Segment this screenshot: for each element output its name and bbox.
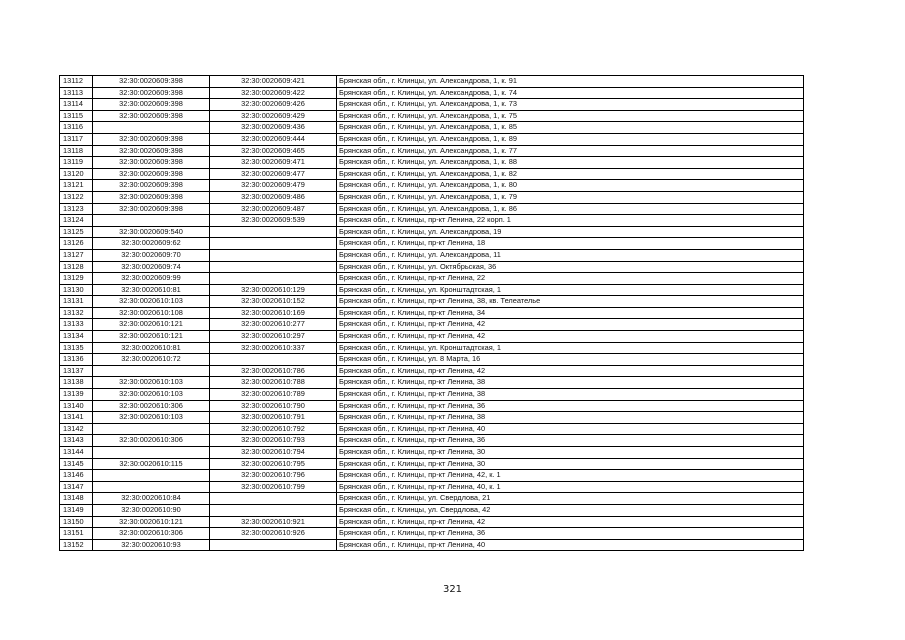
row-number-cell: 13136: [60, 354, 93, 366]
table-row: [60, 539, 804, 551]
object-cadastral-number-cell: 32:30:0020610:788: [210, 377, 337, 389]
table-row: [60, 377, 804, 389]
row-number-cell: 13124: [60, 215, 93, 227]
table-row: [60, 516, 804, 528]
table-row: [60, 157, 804, 169]
address-cell: Брянская обл., г. Клинцы, ул. Александрова, 1, к. 88: [337, 157, 804, 169]
table-row: [60, 133, 804, 145]
object-cadastral-number-cell: 32:30:0020610:795: [210, 458, 337, 470]
parcel-cadastral-number-cell: [93, 470, 210, 482]
row-number-cell: 13151: [60, 528, 93, 540]
address-cell: Брянская обл., г. Клинцы, пр-кт Ленина, 36: [337, 400, 804, 412]
address-cell: Брянская обл., г. Клинцы, пр-кт Ленина, 38, кв. Телеателье: [337, 296, 804, 308]
object-cadastral-number-cell: 32:30:0020610:277: [210, 319, 337, 331]
parcel-cadastral-number-cell: 32:30:0020609:99: [93, 273, 210, 285]
address-cell: Брянская обл., г. Клинцы, ул. Александрова, 1, к. 82: [337, 168, 804, 180]
row-number-cell: 13122: [60, 191, 93, 203]
parcel-cadastral-number-cell: [93, 447, 210, 459]
object-cadastral-number-cell: 32:30:0020610:789: [210, 389, 337, 401]
parcel-cadastral-number-cell: 32:30:0020609:398: [93, 133, 210, 145]
table-row: [60, 110, 804, 122]
object-cadastral-number-cell: 32:30:0020609:539: [210, 215, 337, 227]
table-row: [60, 215, 804, 227]
object-cadastral-number-cell: [210, 273, 337, 285]
address-cell: Брянская обл., г. Клинцы, пр-кт Ленина, 18: [337, 238, 804, 250]
table-row: [60, 168, 804, 180]
address-cell: Брянская обл., г. Клинцы, пр-кт Ленина, 40: [337, 423, 804, 435]
table-row: [60, 389, 804, 401]
row-number-cell: 13121: [60, 180, 93, 192]
row-number-cell: 13119: [60, 157, 93, 169]
address-cell: Брянская обл., г. Клинцы, ул. Александрова, 1, к. 79: [337, 191, 804, 203]
row-number-cell: 13139: [60, 389, 93, 401]
table-row: [60, 203, 804, 215]
row-number-cell: 13118: [60, 145, 93, 157]
row-number-cell: 13141: [60, 412, 93, 424]
object-cadastral-number-cell: 32:30:0020609:465: [210, 145, 337, 157]
row-number-cell: 13113: [60, 87, 93, 99]
parcel-cadastral-number-cell: 32:30:0020610:72: [93, 354, 210, 366]
row-number-cell: 13146: [60, 470, 93, 482]
object-cadastral-number-cell: [210, 504, 337, 516]
parcel-cadastral-number-cell: 32:30:0020609:398: [93, 110, 210, 122]
table-row: [60, 447, 804, 459]
table-row: [60, 226, 804, 238]
address-cell: Брянская обл., г. Клинцы, пр-кт Ленина, 42: [337, 331, 804, 343]
object-cadastral-number-cell: 32:30:0020610:129: [210, 284, 337, 296]
object-cadastral-number-cell: [210, 261, 337, 273]
parcel-cadastral-number-cell: 32:30:0020609:398: [93, 76, 210, 88]
address-cell: Брянская обл., г. Клинцы, пр-кт Ленина, 34: [337, 307, 804, 319]
object-cadastral-number-cell: [210, 493, 337, 505]
parcel-cadastral-number-cell: [93, 365, 210, 377]
table-row: [60, 284, 804, 296]
address-cell: Брянская обл., г. Клинцы, ул. Кронштадтская, 1: [337, 342, 804, 354]
parcel-cadastral-number-cell: 32:30:0020609:398: [93, 157, 210, 169]
row-number-cell: 13127: [60, 249, 93, 261]
parcel-cadastral-number-cell: 32:30:0020609:70: [93, 249, 210, 261]
table-row: [60, 249, 804, 261]
address-cell: Брянская обл., г. Клинцы, пр-кт Ленина, 42: [337, 319, 804, 331]
table-row: [60, 400, 804, 412]
address-cell: Брянская обл., г. Клинцы, пр-кт Ленина, 38: [337, 389, 804, 401]
parcel-cadastral-number-cell: 32:30:0020610:121: [93, 319, 210, 331]
object-cadastral-number-cell: 32:30:0020610:152: [210, 296, 337, 308]
address-cell: Брянская обл., г. Клинцы, ул. Кронштадтская, 1: [337, 284, 804, 296]
table-row: [60, 191, 804, 203]
row-number-cell: 13116: [60, 122, 93, 134]
table-row: [60, 493, 804, 505]
object-cadastral-number-cell: 32:30:0020610:297: [210, 331, 337, 343]
table-row: [60, 435, 804, 447]
parcel-cadastral-number-cell: 32:30:0020610:306: [93, 528, 210, 540]
table-row: [60, 504, 804, 516]
table-row: [60, 76, 804, 88]
table-row: [60, 238, 804, 250]
parcel-cadastral-number-cell: 32:30:0020609:398: [93, 99, 210, 111]
address-cell: Брянская обл., г. Клинцы, пр-кт Ленина, 40, к. 1: [337, 481, 804, 493]
object-cadastral-number-cell: [210, 226, 337, 238]
table-row: [60, 412, 804, 424]
parcel-cadastral-number-cell: 32:30:0020610:103: [93, 389, 210, 401]
address-cell: Брянская обл., г. Клинцы, пр-кт Ленина, 22: [337, 273, 804, 285]
parcel-cadastral-number-cell: 32:30:0020610:121: [93, 331, 210, 343]
address-cell: Брянская обл., г. Клинцы, пр-кт Ленина, 22 корп. 1: [337, 215, 804, 227]
table-row: [60, 145, 804, 157]
parcel-cadastral-number-cell: 32:30:0020610:93: [93, 539, 210, 551]
row-number-cell: 13132: [60, 307, 93, 319]
parcel-cadastral-number-cell: [93, 215, 210, 227]
address-cell: Брянская обл., г. Клинцы, ул. 8 Марта, 16: [337, 354, 804, 366]
address-cell: Брянская обл., г. Клинцы, ул. Александрова, 1, к. 74: [337, 87, 804, 99]
parcel-cadastral-number-cell: 32:30:0020609:398: [93, 145, 210, 157]
parcel-cadastral-number-cell: [93, 481, 210, 493]
parcel-cadastral-number-cell: 32:30:0020610:306: [93, 400, 210, 412]
parcel-cadastral-number-cell: 32:30:0020610:103: [93, 296, 210, 308]
row-number-cell: 13135: [60, 342, 93, 354]
object-cadastral-number-cell: [210, 354, 337, 366]
address-cell: Брянская обл., г. Клинцы, ул. Октябрьская, 36: [337, 261, 804, 273]
row-number-cell: 13130: [60, 284, 93, 296]
table-row: [60, 180, 804, 192]
row-number-cell: 13123: [60, 203, 93, 215]
row-number-cell: 13126: [60, 238, 93, 250]
address-cell: Брянская обл., г. Клинцы, пр-кт Ленина, 42, к. 1: [337, 470, 804, 482]
row-number-cell: 13114: [60, 99, 93, 111]
row-number-cell: 13150: [60, 516, 93, 528]
address-cell: Брянская обл., г. Клинцы, ул. Александрова, 1, к. 80: [337, 180, 804, 192]
row-number-cell: 13149: [60, 504, 93, 516]
row-number-cell: 13142: [60, 423, 93, 435]
row-number-cell: 13140: [60, 400, 93, 412]
address-cell: Брянская обл., г. Клинцы, пр-кт Ленина, 38: [337, 412, 804, 424]
parcel-cadastral-number-cell: 32:30:0020610:103: [93, 377, 210, 389]
table-row: [60, 331, 804, 343]
row-number-cell: 13128: [60, 261, 93, 273]
table-row: [60, 528, 804, 540]
object-cadastral-number-cell: 32:30:0020610:337: [210, 342, 337, 354]
address-cell: Брянская обл., г. Клинцы, ул. Свердлова, 21: [337, 493, 804, 505]
parcel-cadastral-number-cell: 32:30:0020609:540: [93, 226, 210, 238]
object-cadastral-number-cell: 32:30:0020609:422: [210, 87, 337, 99]
row-number-cell: 13134: [60, 331, 93, 343]
table-row: [60, 307, 804, 319]
parcel-cadastral-number-cell: 32:30:0020609:398: [93, 180, 210, 192]
row-number-cell: 13112: [60, 76, 93, 88]
table-row: [60, 423, 804, 435]
address-cell: Брянская обл., г. Клинцы, ул. Александрова, 1, к. 73: [337, 99, 804, 111]
table-row: [60, 481, 804, 493]
row-number-cell: 13152: [60, 539, 93, 551]
parcel-cadastral-number-cell: 32:30:0020609:62: [93, 238, 210, 250]
table-row: [60, 342, 804, 354]
row-number-cell: 13144: [60, 447, 93, 459]
parcel-cadastral-number-cell: 32:30:0020610:81: [93, 284, 210, 296]
address-cell: Брянская обл., г. Клинцы, ул. Александрова, 1, к. 77: [337, 145, 804, 157]
parcel-cadastral-number-cell: 32:30:0020610:108: [93, 307, 210, 319]
object-cadastral-number-cell: 32:30:0020609:426: [210, 99, 337, 111]
object-cadastral-number-cell: 32:30:0020609:477: [210, 168, 337, 180]
table-row: [60, 296, 804, 308]
parcel-cadastral-number-cell: 32:30:0020610:90: [93, 504, 210, 516]
address-cell: Брянская обл., г. Клинцы, ул. Александрова, 19: [337, 226, 804, 238]
address-cell: Брянская обл., г. Клинцы, пр-кт Ленина, 42: [337, 516, 804, 528]
object-cadastral-number-cell: 32:30:0020610:921: [210, 516, 337, 528]
object-cadastral-number-cell: 32:30:0020609:486: [210, 191, 337, 203]
table-row: [60, 365, 804, 377]
object-cadastral-number-cell: 32:30:0020609:444: [210, 133, 337, 145]
object-cadastral-number-cell: 32:30:0020610:799: [210, 481, 337, 493]
address-cell: Брянская обл., г. Клинцы, ул. Александрова, 1, к. 75: [337, 110, 804, 122]
address-cell: Брянская обл., г. Клинцы, пр-кт Ленина, 42: [337, 365, 804, 377]
object-cadastral-number-cell: 32:30:0020609:479: [210, 180, 337, 192]
cadastral-register-table: [59, 75, 804, 551]
row-number-cell: 13129: [60, 273, 93, 285]
object-cadastral-number-cell: 32:30:0020609:429: [210, 110, 337, 122]
parcel-cadastral-number-cell: 32:30:0020609:74: [93, 261, 210, 273]
row-number-cell: 13125: [60, 226, 93, 238]
page-number: 321: [442, 584, 463, 595]
table-row: [60, 122, 804, 134]
address-cell: Брянская обл., г. Клинцы, пр-кт Ленина, 30: [337, 447, 804, 459]
address-cell: Брянская обл., г. Клинцы, ул. Александрова, 1, к. 91: [337, 76, 804, 88]
object-cadastral-number-cell: 32:30:0020610:791: [210, 412, 337, 424]
parcel-cadastral-number-cell: 32:30:0020610:81: [93, 342, 210, 354]
object-cadastral-number-cell: 32:30:0020610:792: [210, 423, 337, 435]
address-cell: Брянская обл., г. Клинцы, ул. Александрова, 1, к. 85: [337, 122, 804, 134]
object-cadastral-number-cell: 32:30:0020610:794: [210, 447, 337, 459]
table-body: [60, 76, 804, 551]
address-cell: Брянская обл., г. Клинцы, ул. Александрова, 1, к. 89: [337, 133, 804, 145]
table-row: [60, 273, 804, 285]
row-number-cell: 13148: [60, 493, 93, 505]
row-number-cell: 13143: [60, 435, 93, 447]
object-cadastral-number-cell: [210, 539, 337, 551]
parcel-cadastral-number-cell: 32:30:0020610:115: [93, 458, 210, 470]
object-cadastral-number-cell: [210, 249, 337, 261]
parcel-cadastral-number-cell: 32:30:0020609:398: [93, 87, 210, 99]
table-row: [60, 354, 804, 366]
table-row: [60, 261, 804, 273]
object-cadastral-number-cell: 32:30:0020609:436: [210, 122, 337, 134]
object-cadastral-number-cell: 32:30:0020610:796: [210, 470, 337, 482]
parcel-cadastral-number-cell: [93, 423, 210, 435]
parcel-cadastral-number-cell: [93, 122, 210, 134]
parcel-cadastral-number-cell: 32:30:0020610:84: [93, 493, 210, 505]
parcel-cadastral-number-cell: 32:30:0020610:103: [93, 412, 210, 424]
parcel-cadastral-number-cell: 32:30:0020609:398: [93, 203, 210, 215]
object-cadastral-number-cell: 32:30:0020609:487: [210, 203, 337, 215]
table-row: [60, 87, 804, 99]
object-cadastral-number-cell: 32:30:0020610:786: [210, 365, 337, 377]
table-row: [60, 458, 804, 470]
object-cadastral-number-cell: 32:30:0020610:926: [210, 528, 337, 540]
parcel-cadastral-number-cell: 32:30:0020610:306: [93, 435, 210, 447]
row-number-cell: 13147: [60, 481, 93, 493]
object-cadastral-number-cell: 32:30:0020610:169: [210, 307, 337, 319]
address-cell: Брянская обл., г. Клинцы, пр-кт Ленина, 30: [337, 458, 804, 470]
object-cadastral-number-cell: [210, 238, 337, 250]
row-number-cell: 13138: [60, 377, 93, 389]
address-cell: Брянская обл., г. Клинцы, пр-кт Ленина, 40: [337, 539, 804, 551]
address-cell: Брянская обл., г. Клинцы, ул. Александрова, 11: [337, 249, 804, 261]
table-row: [60, 470, 804, 482]
row-number-cell: 13133: [60, 319, 93, 331]
row-number-cell: 13120: [60, 168, 93, 180]
object-cadastral-number-cell: 32:30:0020609:471: [210, 157, 337, 169]
row-number-cell: 13145: [60, 458, 93, 470]
address-cell: Брянская обл., г. Клинцы, ул. Александрова, 1, к. 86: [337, 203, 804, 215]
object-cadastral-number-cell: 32:30:0020609:421: [210, 76, 337, 88]
address-cell: Брянская обл., г. Клинцы, пр-кт Ленина, 38: [337, 377, 804, 389]
address-cell: Брянская обл., г. Клинцы, пр-кт Ленина, 36: [337, 528, 804, 540]
row-number-cell: 13115: [60, 110, 93, 122]
table-row: [60, 99, 804, 111]
object-cadastral-number-cell: 32:30:0020610:790: [210, 400, 337, 412]
parcel-cadastral-number-cell: 32:30:0020609:398: [93, 168, 210, 180]
row-number-cell: 13117: [60, 133, 93, 145]
address-cell: Брянская обл., г. Клинцы, пр-кт Ленина, 36: [337, 435, 804, 447]
table-row: [60, 319, 804, 331]
row-number-cell: 13137: [60, 365, 93, 377]
object-cadastral-number-cell: 32:30:0020610:793: [210, 435, 337, 447]
parcel-cadastral-number-cell: 32:30:0020610:121: [93, 516, 210, 528]
parcel-cadastral-number-cell: 32:30:0020609:398: [93, 191, 210, 203]
address-cell: Брянская обл., г. Клинцы, ул. Свердлова, 42: [337, 504, 804, 516]
row-number-cell: 13131: [60, 296, 93, 308]
